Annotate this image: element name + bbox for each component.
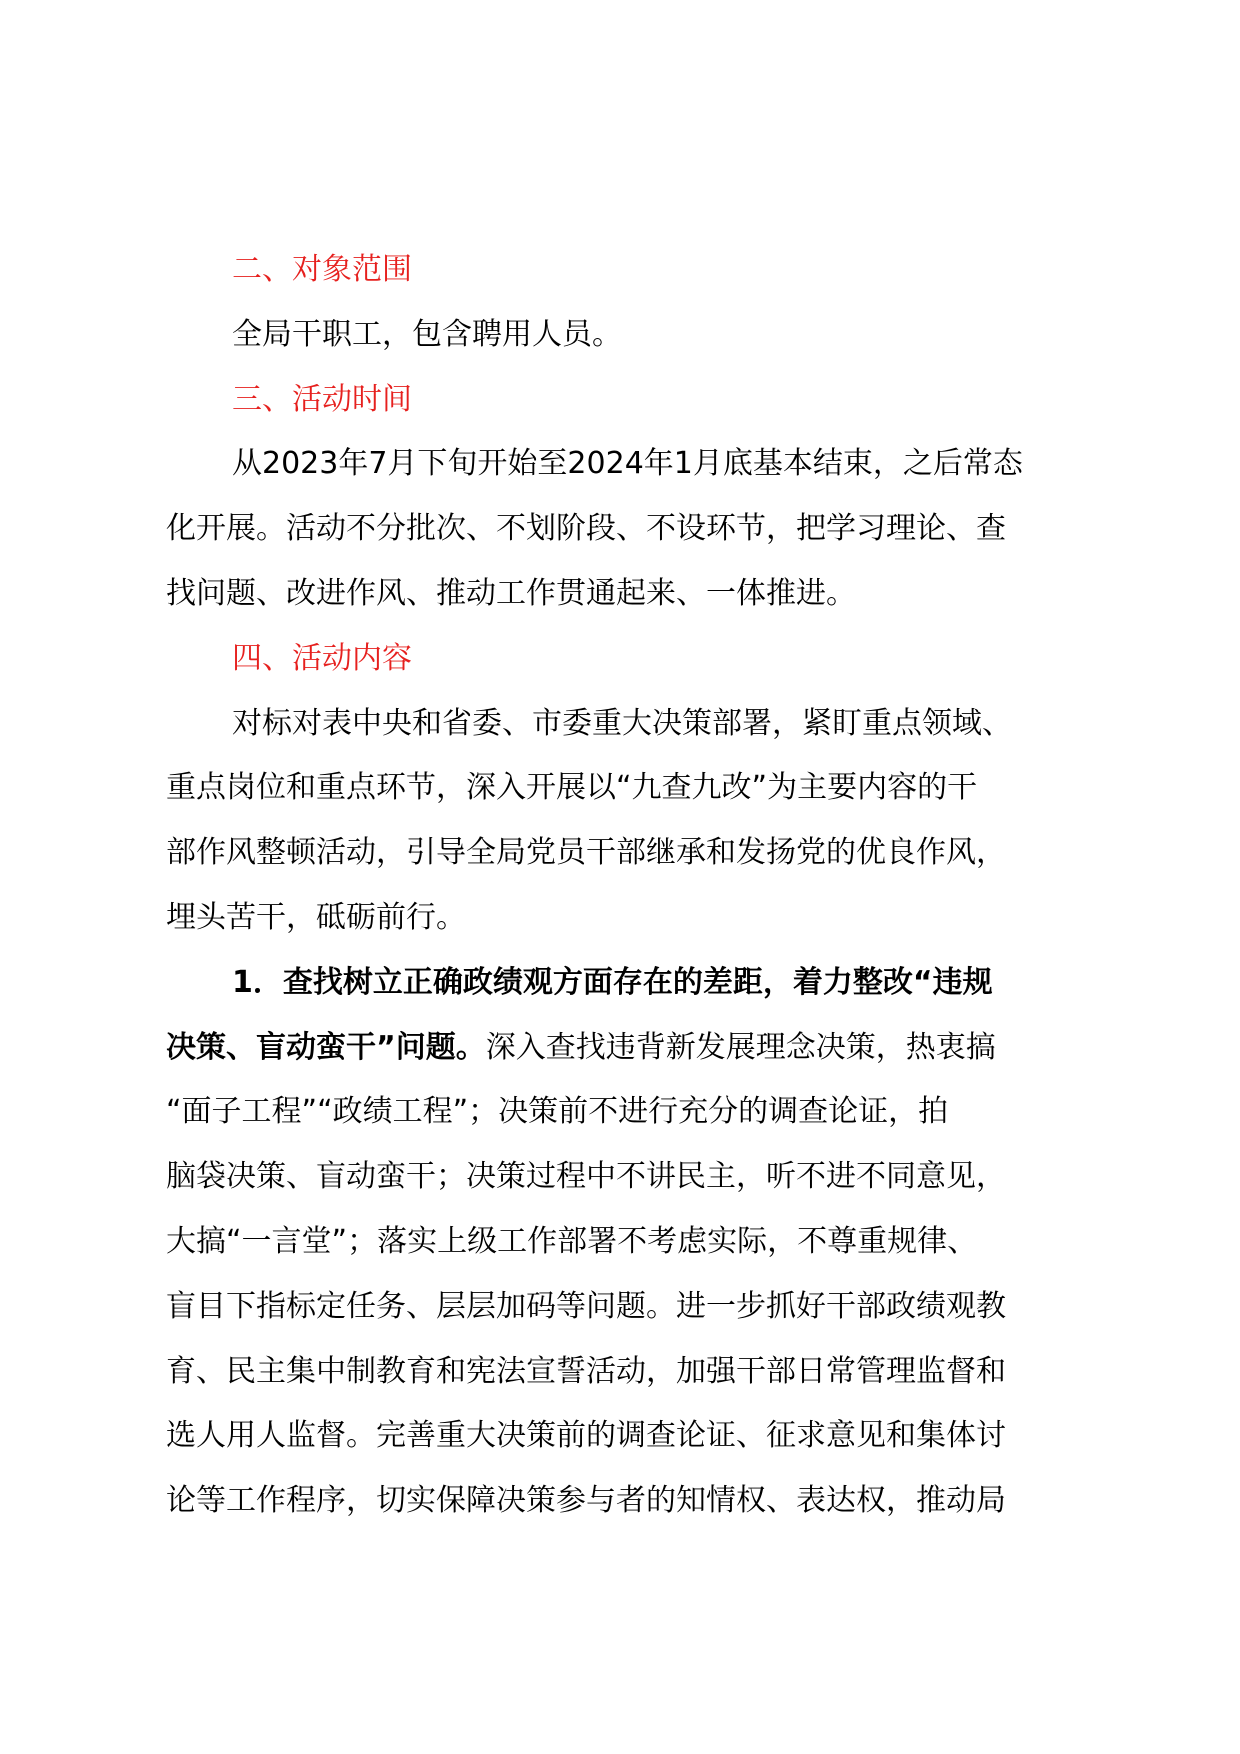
item-1-title: 1．查找树立正确政绩观方面存在的差距，着力整改“违规 <box>232 964 993 1000</box>
item-1-text: 深入查找违背新发展理念决策，热衷搞 <box>485 1029 996 1065</box>
paragraph-line: 盲目下指标定任务、层层加码等问题。进一步抓好干部政绩观教 <box>166 1288 1006 1324</box>
paragraph-line: 全局干职工，包含聘用人员。 <box>232 316 622 352</box>
paragraph-line: 大搞“一言堂”；落实上级工作部署不考虑实际，不尊重规律、 <box>166 1223 978 1259</box>
paragraph-line: 育、民主集中制教育和宪法宣誓活动，加强干部日常管理监督和 <box>166 1353 1006 1389</box>
paragraph-line: 从2023年7月下旬开始至2024年1月底基本结束，之后常态 <box>232 446 1023 482</box>
paragraph-line: 部作风整顿活动，引导全局党员干部继承和发扬党的优良作风， <box>166 835 1006 871</box>
section-heading-time: 三、活动时间 <box>232 381 412 417</box>
paragraph-line: 找问题、改进作风、推动工作贯通起来、一体推进。 <box>166 575 856 611</box>
paragraph-line <box>166 1016 1106 1081</box>
paragraph-line: 对标对表中央和省委、市委重大决策部署，紧盯重点领域、 <box>232 705 1012 741</box>
paragraph-line: 埋头苦干，砥砺前行。 <box>166 899 466 935</box>
section-heading-scope: 二、对象范围 <box>232 252 412 287</box>
paragraph-line: 重点岗位和重点环节，深入开展以“九查九改”为主要内容的干 <box>166 770 978 806</box>
paragraph-line: 化开展。活动不分批次、不划阶段、不设环节，把学习理论、查 <box>166 511 1006 547</box>
section-heading-content: 四、活动内容 <box>232 640 412 676</box>
paragraph-line: 选人用人监督。完善重大决策前的调查论证、征求意见和集体讨 <box>166 1418 1006 1454</box>
paragraph-line: “面子工程”“政绩工程”；决策前不进行充分的调查论证，拍 <box>166 1094 949 1130</box>
paragraph-line: 论等工作程序，切实保障决策参与者的知情权、表达权，推动局 <box>166 1483 1006 1519</box>
item-1-title-continued: 决策、盲动蛮干”问题。 <box>166 1029 486 1065</box>
document-body <box>166 238 1106 1534</box>
paragraph-line: 脑袋决策、盲动蛮干；决策过程中不讲民主，听不进不同意见， <box>166 1159 1006 1195</box>
